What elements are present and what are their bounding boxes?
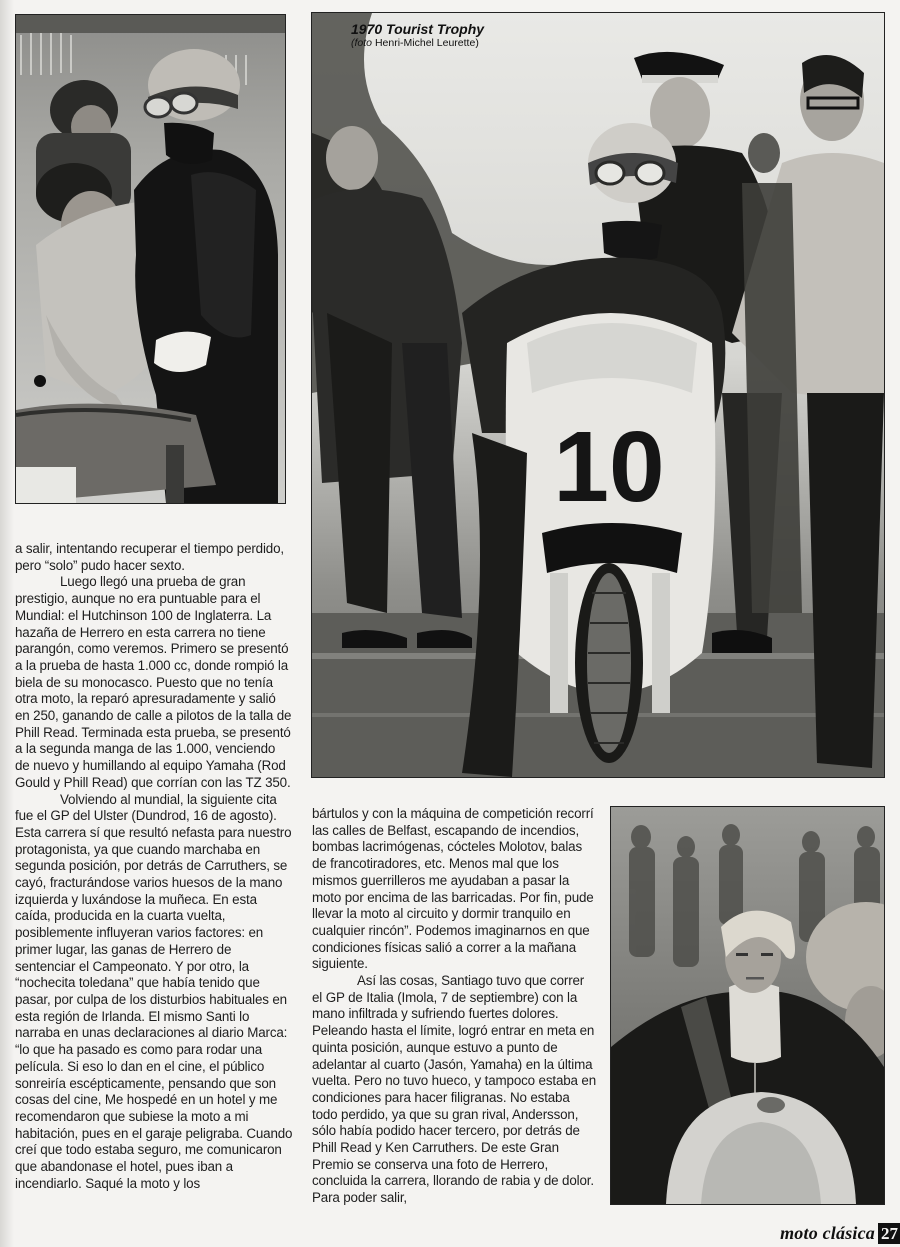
photo-caption — [351, 21, 484, 49]
article-paragraph: Así las cosas, Santiago tuvo que correr el GP de Italia (Imola, 7 de septiembre) con la mano infiltrada y sufriendo fuertes dolores. Peleando hasta el límite, logró entrar en meta en quinta posición, aunque estuvo a punto de adelantar al cuarto (Jasón, Yamaha) en la última vuelta. Pero no tuvo hueco, y tampoco estaba en condiciones para hacer filigranas. No estaba todo perdido, ya que su gran rival, Andersson, sólo había podido hacer tercero, por detrás de Phill Read y Ken Carruthers. De este Gran Premio se conserva una foto de Herrero, concluida la carrera, llorando de rabia y de dolor. Para poder salir, — [312, 973, 597, 1206]
article-paragraph: Luego llegó una prueba de gran prestigio, aunque no era puntuable para el Mundial: el Hutchinson 100 de Inglaterra. La hazaña de Herrero en esta carrera no tiene parangón, como veremos. Primero se presentó a la prueba de hasta 1.000 cc, donde rompió la biela de su monocasco. Puesto que no tenía otra moto, la reparó apresuradamente y salió en 250, ganando de calle a pilotos de la talla de Phill Read. Terminada esta prueba, se presentó a la segunda manga de las 1.000, venciendo de nuevo y humillando al equipo Yamaha (Rod Gould y Phill Read) que corrían con las TZ 350. — [15, 574, 292, 790]
article-paragraph: bártulos y con la máquina de competición recorrí las calles de Belfast, escapando de incendios, bombas lacrimógenas, cócteles Molotov, balas de francotiradores, etc. Menos mal que los mismos guerrilleros me ayudaban a pasar la moto por encima de las barricadas. Por fin, pude llevar la moto al circuito y dormir tranquilo en cualquier rincón”. Podemos imaginarnos en que condiciones físicas salió a correr a la mañana siguiente. — [312, 806, 594, 972]
race-number-plate: 10 — [553, 411, 665, 523]
page-gutter-shadow — [0, 0, 14, 1247]
photo-blond-rider-image — [611, 807, 884, 1204]
page-footer — [780, 1222, 900, 1244]
photo-tourist-trophy-image — [312, 13, 884, 777]
photo-tourist-trophy-1970 — [311, 12, 885, 778]
photo-rider-with-mechanic — [15, 14, 286, 504]
photo-rider-with-mechanic-image — [16, 15, 285, 503]
article-column-1 — [15, 541, 293, 1192]
caption-credit — [351, 37, 484, 49]
article-column-2 — [312, 806, 597, 1207]
page-number: 27 — [878, 1223, 900, 1244]
caption-credit-prefix: (foto — [351, 37, 373, 50]
photo-blond-rider — [610, 806, 885, 1205]
article-paragraph: a salir, intentando recuperar el tiempo perdido, pero “solo” pudo hacer sexto. — [15, 541, 284, 573]
article-paragraph: Volviendo al mundial, la siguiente cita fue el GP del Ulster (Dundrod, 16 de agosto). Esta carrera sí que resultó nefasta para nuestro protagonista, ya que cuando marchaba en segunda posición, por detrás de Carruthers, se cayó, fracturándose varios huesos de la mano izquierda y luxándose la muñeca. En esta caída, producida en la cuarta vuelta, posiblemente influyeran varios factores: en primer lugar, las ganas de Herrero de sentenciar el Campeonato. Y por otro, la “nochecita toledana” que había tenido que pasar, por culpa de los disturbios habituales en esta región de Irlanda. El mismo Santi lo narraba en unas declaraciones al diario Marca: “lo que ha pasado es como para rodar una película. Si eso lo dan en el cine, el público sonreiría escépticamente, pensando que son cosas del cine, Me hospedé en un hotel y me recomendaron que subiese la moto a mi habitación, pues en el garaje peligraba. Cuando creí que todo estaba seguro, me comunicaron que abandonase el hotel, pues iban a incendiarlo. Saqué la moto y los — [15, 791, 293, 1191]
caption-credit-name: Henri-Michel Leurette) — [374, 37, 479, 50]
publication-name: moto clásica — [780, 1222, 875, 1243]
caption-title: 1970 Tourist Trophy — [351, 21, 485, 37]
